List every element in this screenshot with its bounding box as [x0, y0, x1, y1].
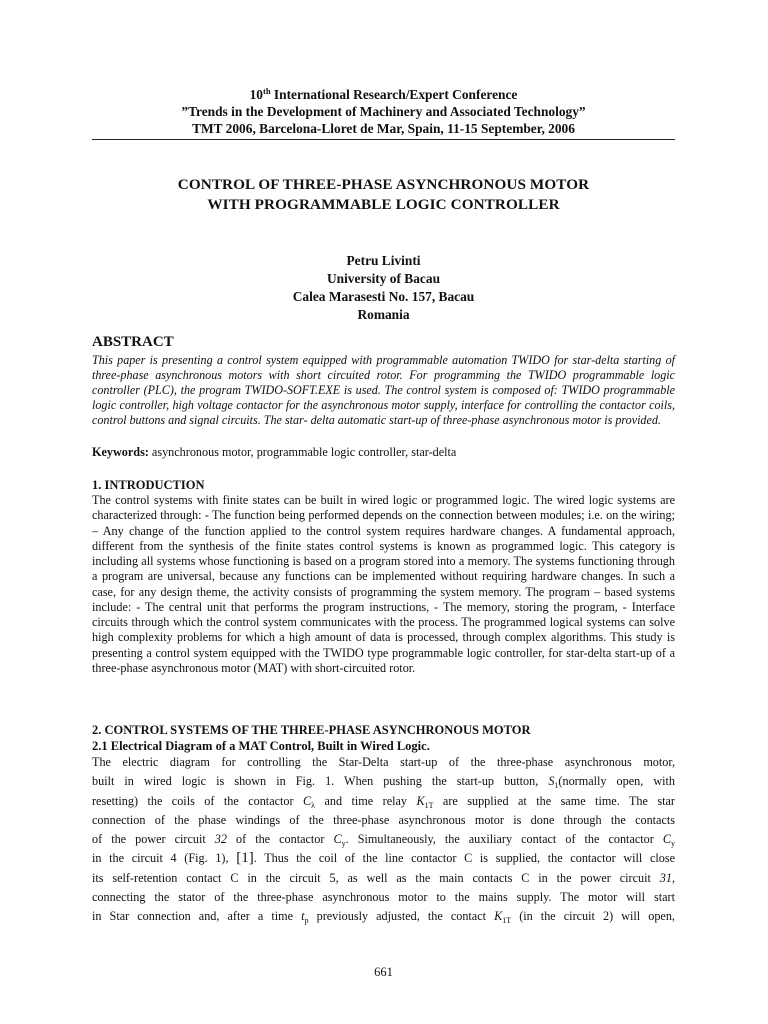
- author-block: [92, 252, 675, 324]
- author-address: Calea Marasesti No. 157, Bacau: [292, 289, 475, 304]
- section-2-1-text: [92, 753, 675, 927]
- keywords-text: asynchronous motor, programmable logic controller, star-delta: [148, 445, 457, 459]
- conference-line-1: 10th International Research/Expert Conference: [249, 86, 518, 102]
- keywords: [92, 445, 675, 460]
- intro-heading: 1. INTRODUCTION: [92, 478, 205, 492]
- conference-line-3: TMT 2006, Barcelona-Lloret de Mar, Spain, 11-15 September, 2006: [192, 121, 575, 136]
- author-affiliation: University of Bacau: [326, 271, 441, 286]
- text-line: in the circuit 4 (Fig. 1), [1]. Thus the coil of the line contactor C is supplied, the contactor will close: [92, 850, 675, 867]
- text-line: connection of the phase windings of the three-phase asynchronous motor is done through the contacts: [92, 812, 675, 827]
- keywords-label: Keywords:: [92, 445, 149, 459]
- symbol-c-y: $C_y$: [662, 832, 675, 849]
- text-line: connecting the stator of the three-phase asynchronous motor to the mains supply. The motor will start: [92, 890, 675, 905]
- section-2-heading: 2. CONTROL SYSTEMS OF THE THREE-PHASE ASYNCHRONOUS MOTOR: [92, 723, 531, 737]
- symbol-k1t: $K_{1T}$: [494, 909, 512, 926]
- text-line: of the power circuit 32 of the contactor $C_y$. Simultaneously, the auxiliary contact of the contactor $C_y$: [92, 832, 675, 849]
- header-divider: [92, 139, 675, 140]
- symbol-s1: $S_1$: [548, 774, 559, 791]
- symbol-c-lambda: $C_\lambda$: [303, 793, 316, 810]
- page-number: 661: [374, 965, 393, 979]
- abstract-text: This paper is presenting a control system equipped with programmable automation TWIDO for star-delta starting of three-phase asynchronous motors with short circuited rotor. For programming the TWIDO programmable logic controller (PLC), the program TWIDO-SOFT.EXE is used. The control system is composed of: TWIDO programmable logic controller, high voltage contactor for the asynchronous motor supply, interface for controlling the contactor coils, control buttons and signal circuits. The star- delta automatic start-up of three-phase asynchronous motor is provided.: [92, 353, 675, 428]
- intro-text: The control systems with finite states can be built in wired logic or programmed logic. The wired logic systems are characterized through: - The function being performed depends on the connection between modules; i.e. on the wiring; – Any change of the function applied to the control system requires hardware changes. A fundamental approach, different from the synthesis of the finite states control systems is known as programmed logic. This category is including all systems whose functioning is based on a program stored into a memory. The systems functioning through a program are universal, because any functions can be implemented without requiring hardware changes. In such a case, for any design theme, the activity consists of programming the system memory. The program – based systems include: - The central unit that performs the program instructions, - The memory, storing the program, - Interface circuits through which the control system communicates with the process. The programmed logical systems can solve high complexity problems for which a high amount of data is processed, through complex algorithms. This study is presenting a control system equipped with the TWIDO type programmable logic controller, for star-delta start-up of a three-phase asynchronous motor (MAT) with short-circuited rotor.: [92, 493, 675, 675]
- conference-line-2: ”Trends in the Development of Machinery and Associated Technology”: [181, 104, 586, 119]
- author-country: Romania: [357, 307, 410, 322]
- symbol-tp: $t_p$: [301, 909, 309, 926]
- text-line: The electric diagram for controlling the Star-Delta start-up of the three-phase asynchronous motor,: [92, 755, 675, 769]
- text-line: built in wired logic is shown in Fig. 1. When pushing the start-up button, $S_1(normally$ open, with: [92, 774, 675, 791]
- paper-title: CONTROL OF THREE-PHASE ASYNCHRONOUS MOTOR WITH PROGRAMMABLE LOGIC CONTROLLER: [177, 176, 590, 213]
- symbol-k1t: $K_{1T}$: [416, 793, 434, 810]
- symbol-c-y: $C_y$: [333, 832, 346, 849]
- conference-header: [92, 86, 675, 137]
- citation-ref: [1]: [236, 850, 254, 867]
- text-line: resetting) the coils of the contactor $C_\lambda$ and time relay $K_{1T}$ are supplied at the same time. The star: [92, 793, 675, 810]
- text-line: in Star connection and, after a time $t_p$ previously adjusted, the contact $K_{1T}$ (in the circuit 2) will open,: [92, 909, 675, 926]
- author-name: Petru Livinti: [346, 253, 421, 268]
- text-line: its self-retention contact C in the circuit 5, as well as the main contacts C in the power circuit 31,: [92, 870, 675, 885]
- abstract-heading: ABSTRACT: [92, 334, 174, 350]
- section-2-1-heading: 2.1 Electrical Diagram of a MAT Control, Built in Wired Logic.: [92, 739, 430, 753]
